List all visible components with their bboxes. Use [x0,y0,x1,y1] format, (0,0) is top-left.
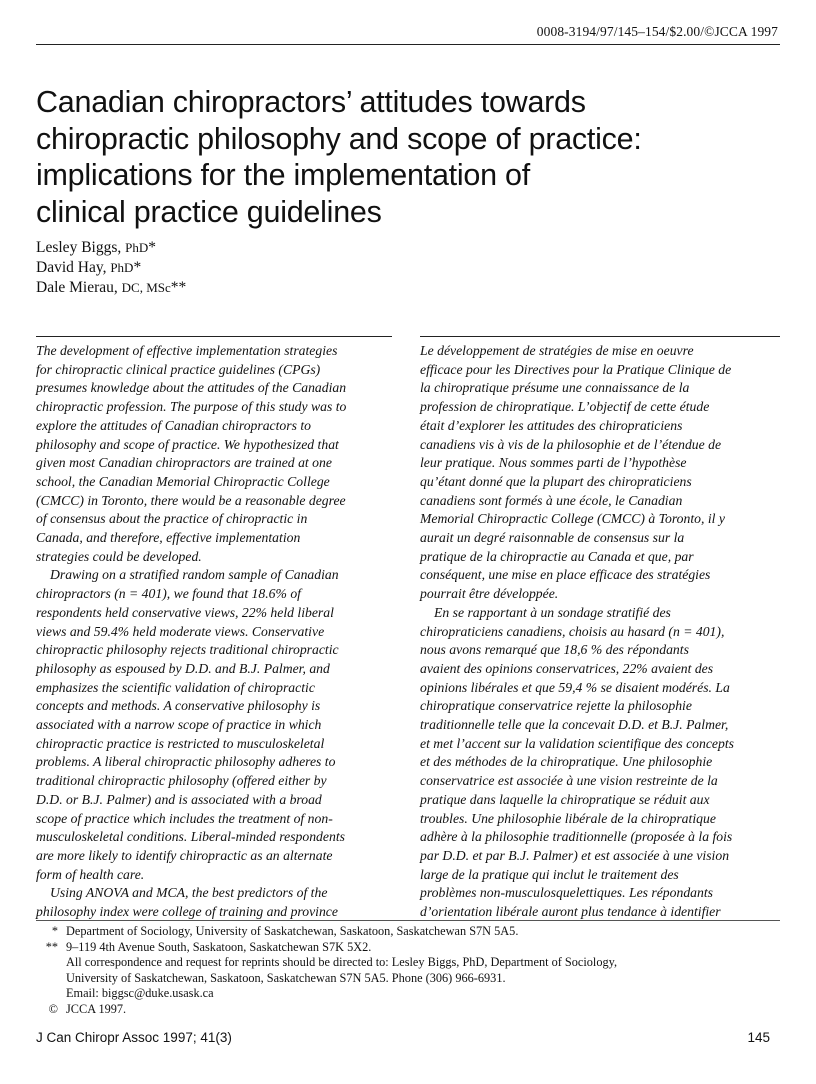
abstract-line: opinions libérales et que 59,4 % se disaient modérés. La [420,679,730,695]
author-affiliation-mark: * [148,239,156,256]
article-title [36,84,776,230]
footnote-affiliation-2 [36,940,780,956]
abstract-english [36,342,392,922]
abstract-line: chiropraticiens canadiens, choisis au hasard (n = 401), [420,623,725,639]
author-name: Dale Mierau, [36,279,118,296]
header-divider [36,44,780,45]
page-number: 145 [747,1030,770,1045]
abstract-line: explore the attitudes of Canadian chiropractors to [36,417,311,433]
abstract-line: strategies could be developed. [36,548,202,564]
abstract-line: Le développement de stratégies de mise en oeuvre [420,343,694,358]
footnotes [36,924,780,1018]
abstract-line: school, the Canadian Memorial Chiropractic College [36,473,330,489]
abstract-line: adhère à la philosophie traditionnelle (proposée à la fois [420,829,733,845]
abstract-french [420,342,780,922]
title-line: clinical practice guidelines [36,194,382,229]
abstract-line: chiropractors (n = 401), we found that 18.6% of [36,586,301,602]
footnote-affiliation-1 [36,924,780,940]
abstract-line: philosophy and scope of practice. We hypothesized that [36,436,339,452]
abstract-line: emphasizes the scientific validation of chiropractic [36,679,315,695]
abstract-line: chiropratique conservatrice rejette la philosophie [420,698,692,714]
abstract-line: Drawing on a stratified random sample of Canadian [50,567,339,583]
abstract-line: scope of practice which includes the treatment of non- [36,810,333,826]
copyright-text: JCCA 1997. [66,1001,127,1016]
abstract-line: large de la pratique qui inclut le traitement des [420,866,679,882]
author [36,258,186,278]
author [36,278,186,298]
abstract-line: pratique de la chiropractie au Canada et que, par [420,548,694,564]
copyright-line [36,1002,780,1018]
abstract-line: et des méthodes de la chiropratique. Une philosophie [420,754,713,770]
abstract-line: Memorial Chiropractic College (CMCC) à Toronto, il y [420,511,725,527]
title-line: chiropractic philosophy and scope of practice: [36,121,642,156]
abstract-line: views and 59.4% held moderate views. Conservative [36,623,325,639]
journal-citation: J Can Chiropr Assoc 1997; 41(3) [36,1030,232,1045]
abstract-line: problems. A liberal chiropractic philosophy adheres to [36,754,336,770]
abstract-line: avaient des opinions conservatrices, 22% avaient des [420,660,714,676]
journal-code: 0008-3194/97/145–154/$2.00/©JCCA 1997 [536,24,778,39]
abstract-line: conservatrice est associée à une vision restreinte de la [420,773,718,789]
abstract-line: était d’explorer les attitudes des chiropraticiens [420,417,683,433]
abstract-line: are more likely to identify chiropractic as an alternate [36,847,333,863]
abstract-line: profession de chiropratique. L’objectif de cette étude [420,399,710,415]
abstract-line: presumes knowledge about the attitudes of the Canadian [36,380,347,396]
author-affiliation-mark: ** [170,279,187,296]
abstract-line: of consensus about the practice of chiropractic in [36,511,308,527]
author-affiliation-mark: * [133,259,142,276]
author-credentials: PhD [125,240,149,255]
abstract-line: The development of effective implementation strategies [36,343,338,358]
abstract-line: canadiens sont formés à une école, le Canadian [420,492,683,508]
title-line: implications for the implementation of [36,158,530,192]
abstract-line: et met l’accent sur la validation scientifique des concepts [420,735,734,751]
footnote-mark: ** [45,939,58,954]
abstract-line: concepts and methods. A conservative philosophy is [36,698,321,714]
abstract-line: par D.D. et par B.J. Palmer) et est associée à une vision [420,847,730,863]
abstract-line: musculoskeletal conditions. Liberal-minded respondents [36,829,345,845]
author-list [36,238,186,298]
abstract-line: la chiropratique présume une connaissance de la [420,380,690,396]
title-line: Canadian chiropractors’ attitudes towards [36,85,586,119]
footnote-mark: * [51,924,58,938]
abstract-line: chiropractic practice is restricted to musculoskeletal [36,735,325,751]
abstract-line: pratique dans laquelle la chiropratique se réduit aux [420,791,710,807]
footnote-text: Department of Sociology, University of Saskatchewan, Saskatoon, Saskatchewan S7N 5A5. [66,924,519,938]
abstract-line: pourrait être développée. [420,586,559,602]
abstract-line: troubles. Une philosophie libérale de la chiropratique [420,810,716,826]
abstract-line: nous avons remarqué que 18,6 % des répondants [420,642,689,658]
abstract-line: traditional chiropractic philosophy (offered either by [36,773,327,789]
abstract-line: chiropractic profession. The purpose of this study was to [36,399,347,415]
author-credentials: PhD [110,260,134,275]
abstract-line: (CMCC) in Toronto, there would be a reasonable degree [36,492,346,508]
abstract-line: Canada, and therefore, effective implementation [36,530,301,546]
correspondence-email: Email: biggsc@duke.usask.ca [66,986,214,1001]
abstract-line: efficace pour les Directives pour la Pratique Clinique de [420,361,732,377]
abstract-line: traditionnelle telle que la concevait D.D. et B.J. Palmer, [420,717,729,733]
abstract-line: chiropractic philosophy rejects traditional chiropractic [36,642,339,658]
abstract-line: form of health care. [36,866,145,882]
abstract-line: qu’étant donné que la plupart des chiropraticiens [420,473,692,489]
abstract-line: Using ANOVA and MCA, the best predictors of the [50,885,328,901]
author-name: Lesley Biggs, [36,239,122,256]
footnote-text: 9–119 4th Avenue South, Saskatoon, Saskatchewan S7K 5X2. [66,939,372,954]
author [36,238,186,258]
abstract-line: problèmes non-musculosquelettiques. Les répondants [420,885,713,901]
abstract-line: given most Canadian chiropractors are trained at one [36,455,332,471]
abstract-line: philosophy index were college of training and province [36,904,338,920]
abstract-line: aurait un degré raisonnable de consensus sur la [420,530,685,546]
abstract-line: leur pratique. Nous sommes parti de l’hypothèse [420,455,687,471]
abstract-line: D.D. or B.J. Palmer) and is associated with a broad [36,791,322,807]
abstract-line: for chiropractic clinical practice guidelines (CPGs) [36,361,321,377]
abstract-line: d’orientation libérale auront plus tendance à identifier [420,904,721,920]
abstract-line: associated with a narrow scope of practice in which [36,717,322,733]
correspondence-line: University of Saskatchewan, Saskatoon, Saskatchewan S7N 5A5. Phone (306) 966-6931. [66,970,506,985]
abstract-line: respondents held conservative views, 22% held liberal [36,604,334,620]
abstract-line: En se rapportant à un sondage stratifié des [434,604,671,620]
author-name: David Hay, [36,259,107,276]
abstract-line: philosophy as espoused by D.D. and B.J. Palmer, and [36,660,330,676]
abstract-line: canadiens vis à vis de la philosophie et de l’étendue de [420,436,722,452]
author-credentials: DC, MSc [121,280,171,295]
abstract-line: conséquent, une mise en place efficace des stratégies [420,567,711,583]
copyright-icon: © [48,1001,58,1016]
correspondence-line: All correspondence and request for reprints should be directed to: Lesley Biggs, PhD, Department of Sociology, [66,955,618,970]
